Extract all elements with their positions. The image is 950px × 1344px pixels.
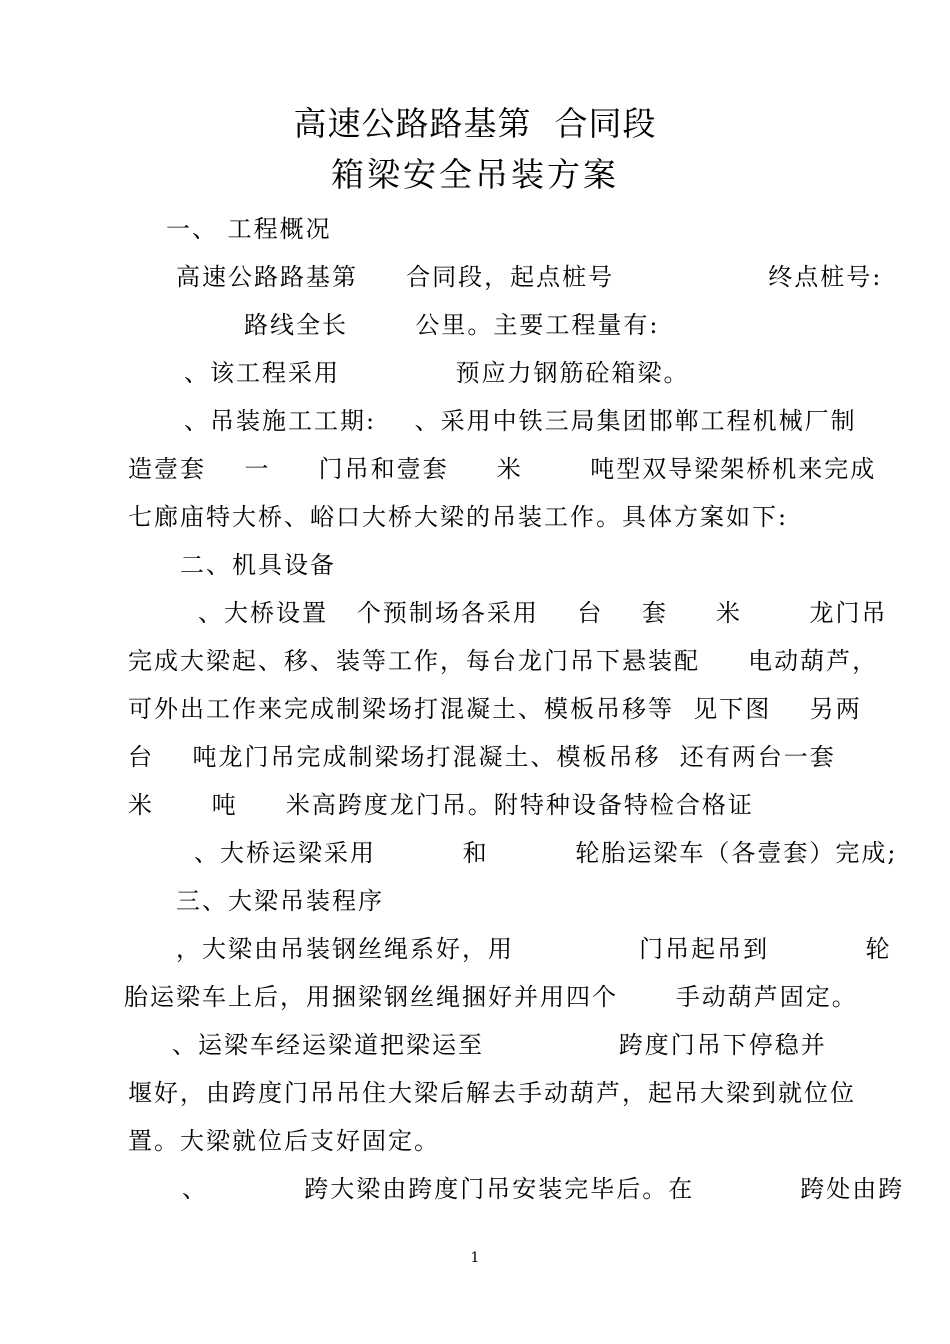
paragraph-line: ，大梁由吊装钢丝绳系好，用 门吊起吊到 轮	[176, 935, 892, 963]
document-subtitle: 箱梁安全吊装方案	[331, 155, 619, 194]
section-heading-lifting: 三、大梁吊装程序	[176, 887, 384, 915]
paragraph-line: 造壹套 一 门吊和壹套 米 吨型双导梁架桥机来完成	[128, 455, 877, 483]
paragraph-line: 置。大梁就位后支好固定。	[128, 1127, 440, 1155]
paragraph-line: 米 吨 米高跨度龙门吊。附特种设备特检合格证	[128, 791, 754, 819]
paragraph-line: 、吊装施工工期: 、采用中铁三局集团邯郸工程机械厂制	[184, 407, 857, 435]
paragraph-line: 台 吨龙门吊完成制梁场打混凝土、模板吊移 还有两台一套	[128, 743, 836, 771]
paragraph-line: 、该工程采用 预应力钢筋砼箱梁。	[184, 359, 690, 387]
page-number: 1	[470, 1250, 480, 1266]
paragraph-line: 胎运梁车上后，用捆梁钢丝绳捆好并用四个 手动葫芦固定。	[124, 983, 858, 1011]
paragraph-line: 高速公路路基第 合同段，起点桩号 终点桩号:	[176, 263, 883, 291]
paragraph-line: 、 跨大梁由跨度门吊安装完毕后。在 跨处由跨	[182, 1175, 905, 1203]
paragraph-line: 七廊庙特大桥、峪口大桥大梁的吊装工作。具体方案如下:	[128, 503, 789, 531]
section-heading-overview: 一、 工程概况	[166, 215, 332, 243]
paragraph-line: 、大桥运梁采用 和 轮胎运梁车（各壹套）完成;	[194, 839, 898, 867]
paragraph-line: 、大桥设置 个预制场各采用 台 套 米 龙门吊	[198, 599, 888, 627]
document-title: 高速公路路基第 合同段	[293, 104, 657, 143]
paragraph-line: 完成大梁起、移、装等工作，每台龙门吊下悬装配 电动葫芦，	[128, 647, 879, 675]
paragraph-line: 堰好，由跨度门吊吊住大梁后解去手动葫芦，起吊大梁到就位位	[128, 1079, 856, 1107]
paragraph-line: 、运梁车经运梁道把梁运至 跨度门吊下停稳并	[172, 1031, 827, 1059]
section-heading-equipment: 二、机具设备	[180, 551, 336, 579]
paragraph-line: 路线全长 公里。主要工程量有:	[244, 311, 660, 339]
paragraph-line: 可外出工作来完成制梁场打混凝土、模板吊移等 见下图 另两	[128, 695, 862, 723]
